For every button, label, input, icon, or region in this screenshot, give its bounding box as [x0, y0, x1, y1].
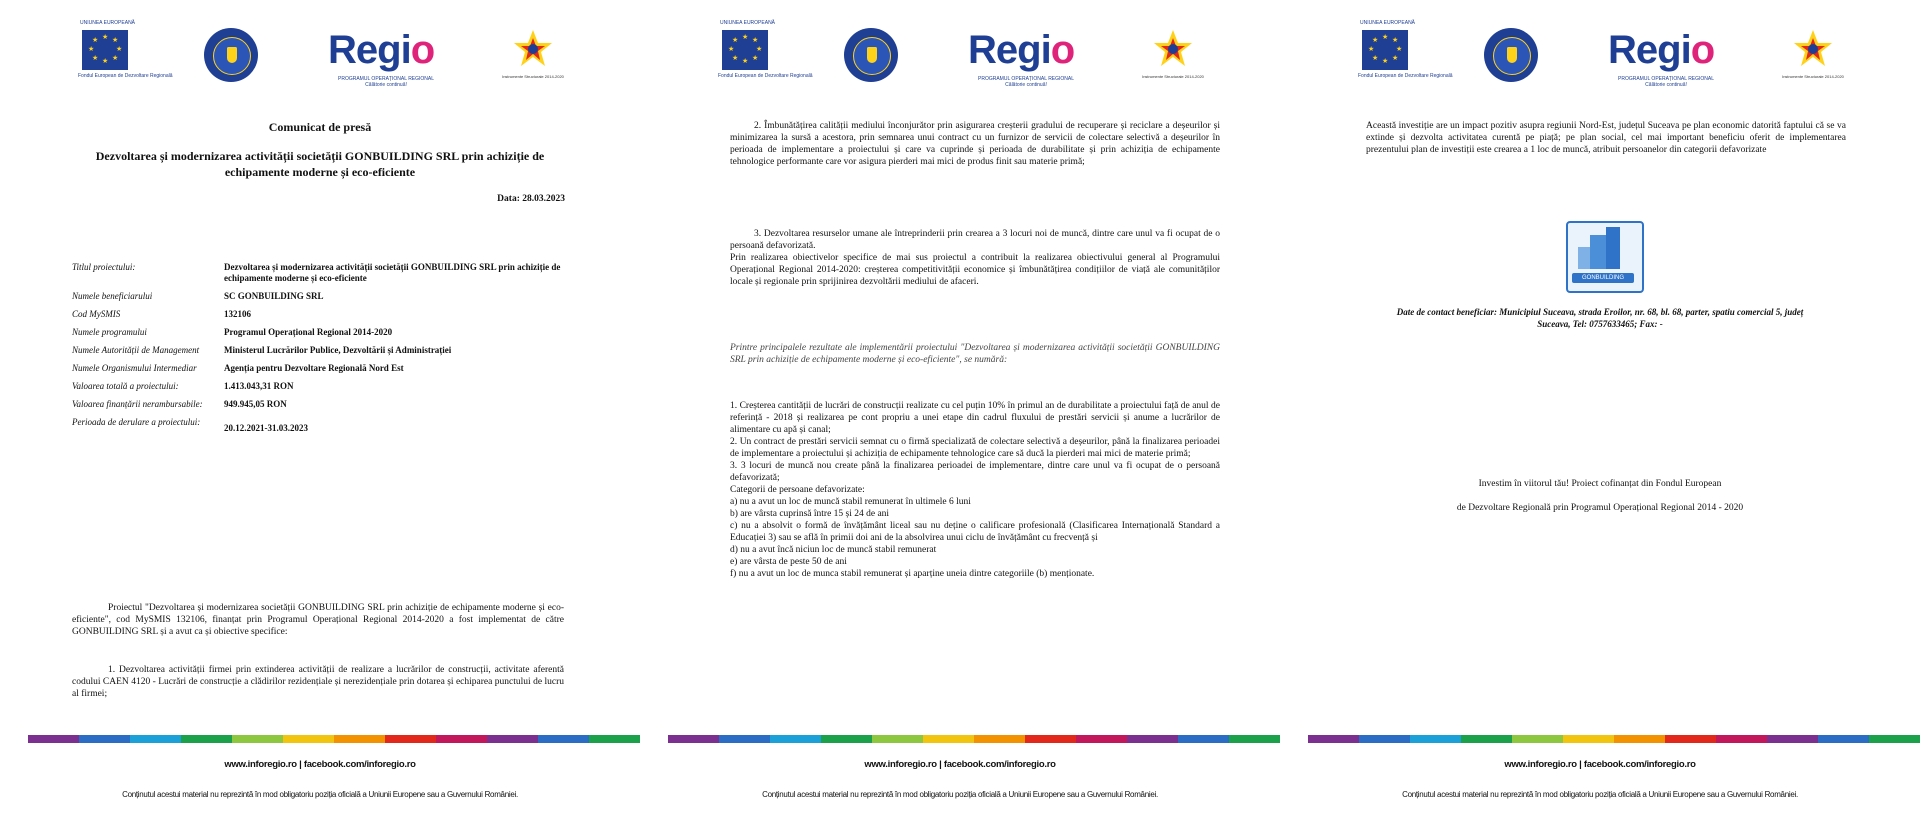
table-row: Cod MySMIS 132106 [72, 309, 251, 319]
regio-logo: Regio [968, 28, 1075, 72]
stripe-segment [1767, 735, 1818, 743]
regio-tagline: PROGRAMUL OPERAȚIONAL REGIONAL Călătorie continuă! [1618, 76, 1715, 88]
body-paragraph: Prin realizarea obiectivelor specifice de mai sus proiectul a contribuit la realizarea obiectivului general al Programului Operațional Regional 2014-2020: creșterea competitivității economice și îmbunătățirea condițiilor de viață ale comunităților locale și regionale prin sprijinirea dezvoltării mediului de afaceri. [730, 253, 1220, 287]
stripe-segment [487, 735, 538, 743]
press-release-page-3 [1280, 0, 1920, 827]
eu-label: UNIUNEA EUROPEANĂ [720, 20, 776, 26]
body-paragraph: Proiectul "Dezvoltarea și modernizarea societății GONBUILDING SRL prin achiziție de echipamente moderne și eco-eficiente", cod MySMIS 132106, finanțat prin Programul Operațional Regional 2014-2020 a fost implementat de către GONBUILDING SRL și a avut ca și obiective specifice: [72, 603, 564, 637]
footer-disclaimer: Conținutul acestui material nu reprezintă în mod obligatoriu poziția oficială a Uniunii Europene sau a Guvernului României. [762, 790, 1158, 799]
fund-label: Fondul European de Dezvoltare Regională [718, 73, 813, 79]
eu-label: UNIUNEA EUROPEANĂ [80, 20, 136, 26]
stripe-segment [1461, 735, 1512, 743]
eu-label: UNIUNEA EUROPEANĂ [1360, 20, 1416, 26]
stripe-segment [1025, 735, 1076, 743]
fund-label: Fondul European de Dezvoltare Regională [78, 73, 173, 79]
stripe-segment [1359, 735, 1410, 743]
table-row: Numele Autorității de Management Ministerul Lucrărilor Publice, Dezvoltării și Administrației [72, 345, 452, 355]
logo-header [1350, 20, 1850, 100]
stripe-segment [1229, 735, 1280, 743]
table-row: Numele programului Programul Operațional Regional 2014-2020 [72, 327, 393, 337]
list-item: 2. Un contract de prestări servicii semnat cu o firmă specializată de colectare selectivă a deșeurilor, până la finalizarea perioadei de implementare a proiectului și achiziția de echipamente tehnologice care să ducă la pierderi mai mici de materie primă; [730, 437, 1220, 459]
stripe-segment [589, 735, 640, 743]
stripe-segment [1869, 735, 1920, 743]
table-row: Valoarea finanțării nerambursabile: 949.945,05 RON [72, 399, 287, 409]
body-paragraph: 1. Dezvoltarea activității firmei prin extinderea activității de realizare a lucrărilor de construcții, activitate aferentă codului CAEN 4120 - Lucrări de construcție a clădirilor rezidențiale și nerezidențiale prin dotarea și echiparea punctului de lucru al firmei; [72, 665, 564, 699]
color-stripe [1308, 735, 1920, 743]
eu-flag-icon: ★ ★ ★ ★ ★ ★ ★ ★ [1362, 30, 1408, 70]
stripe-segment [1308, 735, 1359, 743]
results-intro: Printre principalele rezultate ale implementării proiectului "Dezvoltarea și modernizarea activității societății GONBUILDING SRL prin achiziție de echipamente moderne și eco-eficiente", se numără: [730, 343, 1220, 365]
regio-logo: Regio [1608, 28, 1715, 72]
stripe-segment [719, 735, 770, 743]
release-date: Data: 28.03.2023 [497, 194, 565, 204]
structural-instruments-label: Instrumente Structurale 2014-2020 [1782, 74, 1844, 79]
table-row: Numele beneficiarului SC GONBUILDING SRL [72, 291, 324, 301]
stripe-segment [130, 735, 181, 743]
list-item: b) are vârsta cuprinsă între 15 și 24 de ani [730, 509, 890, 519]
stripe-segment [1127, 735, 1178, 743]
contact-details: Date de contact beneficiar: Municipiul Suceava, strada Eroilor, nr. 68, bl. 68, parter, spatiu comercial 5, județ Suceava, Tel: 0757633465; Fax: - [1396, 307, 1804, 329]
footer-links: www.inforegio.ro | facebook.com/inforegio.ro [864, 759, 1056, 770]
table-row: Valoarea totală a proiectului: 1.413.043,31 RON [72, 381, 294, 391]
structural-instruments-star-icon [1152, 28, 1194, 68]
list-item: f) nu a avut un loc de munca stabil remunerat și aparține uneia dintre categoriile (b) menționate. [730, 569, 1095, 579]
color-stripe [668, 735, 1280, 743]
stripe-segment [538, 735, 589, 743]
press-release-page-2 [640, 0, 1280, 827]
results-list [730, 400, 1220, 580]
structural-instruments-star-icon [1792, 28, 1834, 68]
press-release-page-1 [0, 0, 640, 827]
page-heading: Comunicat de presă [268, 120, 372, 134]
list-item: 3. 3 locuri de muncă nou create până la finalizarea perioadei de implementare, dintre care unul va fi ocupat de o persoană defavorizată; [730, 461, 1220, 483]
invest-line-2: de Dezvoltare Regională prin Programul Operațional Regional 2014 - 2020 [1456, 503, 1744, 513]
body-paragraph: 2. Îmbunătățirea calității mediului înconjurător prin asigurarea creșterii gradului de recuperare și reciclare a deșeurilor și minimizarea la sursă a acestora, prin semnarea unui contract cu un furnizor de servicii de colectare selectivă a deșeurilor în perioada de implementare a proiectului și care va cuprinde și perioada de durabilitate și prin achiziția de echipamente tehnologice performante care vor asigura pierderi mai mici de produs finit sau materie primă; [730, 121, 1220, 167]
government-seal-icon [204, 28, 258, 82]
stripe-segment [1818, 735, 1869, 743]
structural-instruments-star-icon [512, 28, 554, 68]
body-paragraph: 3. Dezvoltarea resurselor umane ale întreprinderii prin crearea a 3 locuri noi de muncă, dintre care unul va fi ocupat de o persoană defavorizată. [730, 229, 1220, 251]
footer-links: www.inforegio.ro | facebook.com/inforegio.ro [1504, 759, 1696, 770]
gonbuilding-logo: GONBUILDING [1566, 221, 1644, 293]
project-info-table [72, 262, 572, 441]
project-title: Dezvoltarea și modernizarea activității societății GONBUILDING SRL prin achiziție de echipamente moderne și eco-eficiente [95, 149, 545, 179]
stripe-segment [283, 735, 334, 743]
structural-instruments-label: Instrumente Structurale 2014-2020 [502, 74, 564, 79]
stripe-segment [436, 735, 487, 743]
stripe-segment [923, 735, 974, 743]
list-item: c) nu a absolvit o formă de învățământ liceal sau nu deține o calificare profesională (Clasificarea Internațională Standard a Educației 3) sau se află în primii doi ani de la absolvirea unui ciclu de învățământ cu frecvență și [730, 521, 1220, 543]
stripe-segment [79, 735, 130, 743]
structural-instruments-label: Instrumente Structurale 2014-2020 [1142, 74, 1204, 79]
footer-disclaimer: Conținutul acestui material nu reprezintă în mod obligatoriu poziția oficială a Uniunii Europene sau a Guvernului României. [122, 790, 518, 799]
stripe-segment [181, 735, 232, 743]
eu-flag-icon: ★ ★ ★ ★ ★ ★ ★ ★ [82, 30, 128, 70]
list-item: Categorii de persoane defavorizate: [730, 485, 865, 495]
list-item: e) are vârsta de peste 50 de ani [730, 557, 847, 567]
list-item: a) nu a avut un loc de muncă stabil remunerat în ultimele 6 luni [730, 497, 971, 507]
footer-disclaimer: Conținutul acestui material nu reprezintă în mod obligatoriu poziția oficială a Uniunii Europene sau a Guvernului României. [1402, 790, 1798, 799]
regio-logo: Regio [328, 28, 435, 72]
stripe-segment [974, 735, 1025, 743]
stripe-segment [385, 735, 436, 743]
government-seal-icon [844, 28, 898, 82]
stripe-segment [872, 735, 923, 743]
stripe-segment [1716, 735, 1767, 743]
table-row: Titlul proiectului: Dezvoltarea și modernizarea activității societății GONBUILDING SRL prin achiziție de echipamente moderne și eco-eficiente [72, 262, 561, 283]
stripe-segment [821, 735, 872, 743]
stripe-segment [1665, 735, 1716, 743]
color-stripe [28, 735, 640, 743]
eu-flag-icon: ★ ★ ★ ★ ★ ★ ★ ★ [722, 30, 768, 70]
stripe-segment [1178, 735, 1229, 743]
invest-line-1: Investim în viitorul tău! Proiect cofinanțat din Fondul European [1478, 479, 1722, 489]
logo-header [70, 20, 570, 100]
stripe-segment [770, 735, 821, 743]
stripe-segment [668, 735, 719, 743]
regio-tagline: PROGRAMUL OPERAȚIONAL REGIONAL Călătorie continuă! [338, 76, 435, 88]
stripe-segment [1410, 735, 1461, 743]
stripe-segment [1614, 735, 1665, 743]
fund-label: Fondul European de Dezvoltare Regională [1358, 73, 1453, 79]
stripe-segment [28, 735, 79, 743]
body-paragraph: Această investiție are un impact pozitiv asupra regiunii Nord-Est, județul Suceava pe plan economic datorită faptului că se va extinde și dezvolta activitatea curentă pe piață; pe plan social, cel mai important beneficiu oferit de implementarea prezentului plan de investiții este crearea a 1 loc de muncă, atribuit persoanelor din categorii defavorizate [1366, 121, 1846, 155]
stripe-segment [1076, 735, 1127, 743]
table-row: Perioada de derulare a proiectului: 20.12.2021-31.03.2023 [72, 417, 308, 433]
footer-links: www.inforegio.ro | facebook.com/inforegio.ro [224, 759, 416, 770]
logo-header [710, 20, 1210, 100]
list-item: d) nu a avut încă niciun loc de muncă stabil remunerat [730, 545, 937, 555]
stripe-segment [1512, 735, 1563, 743]
regio-tagline: PROGRAMUL OPERAȚIONAL REGIONAL Călătorie continuă! [978, 76, 1075, 88]
stripe-segment [334, 735, 385, 743]
stripe-segment [232, 735, 283, 743]
table-row: Numele Organismului Intermediar Agenția pentru Dezvoltare Regională Nord Est [72, 363, 404, 373]
stripe-segment [1563, 735, 1614, 743]
list-item: 1. Creșterea cantității de lucrări de construcții realizate cu cel puțin 10% în primul an de durabilitate a proiectului față de anul de referință - 2018 și realizarea pe cont propriu a unei etape din cadrul fluxului de prestări servicii și anume a lucrărilor de alimentare cu apă și canal; [730, 401, 1220, 435]
government-seal-icon [1484, 28, 1538, 82]
